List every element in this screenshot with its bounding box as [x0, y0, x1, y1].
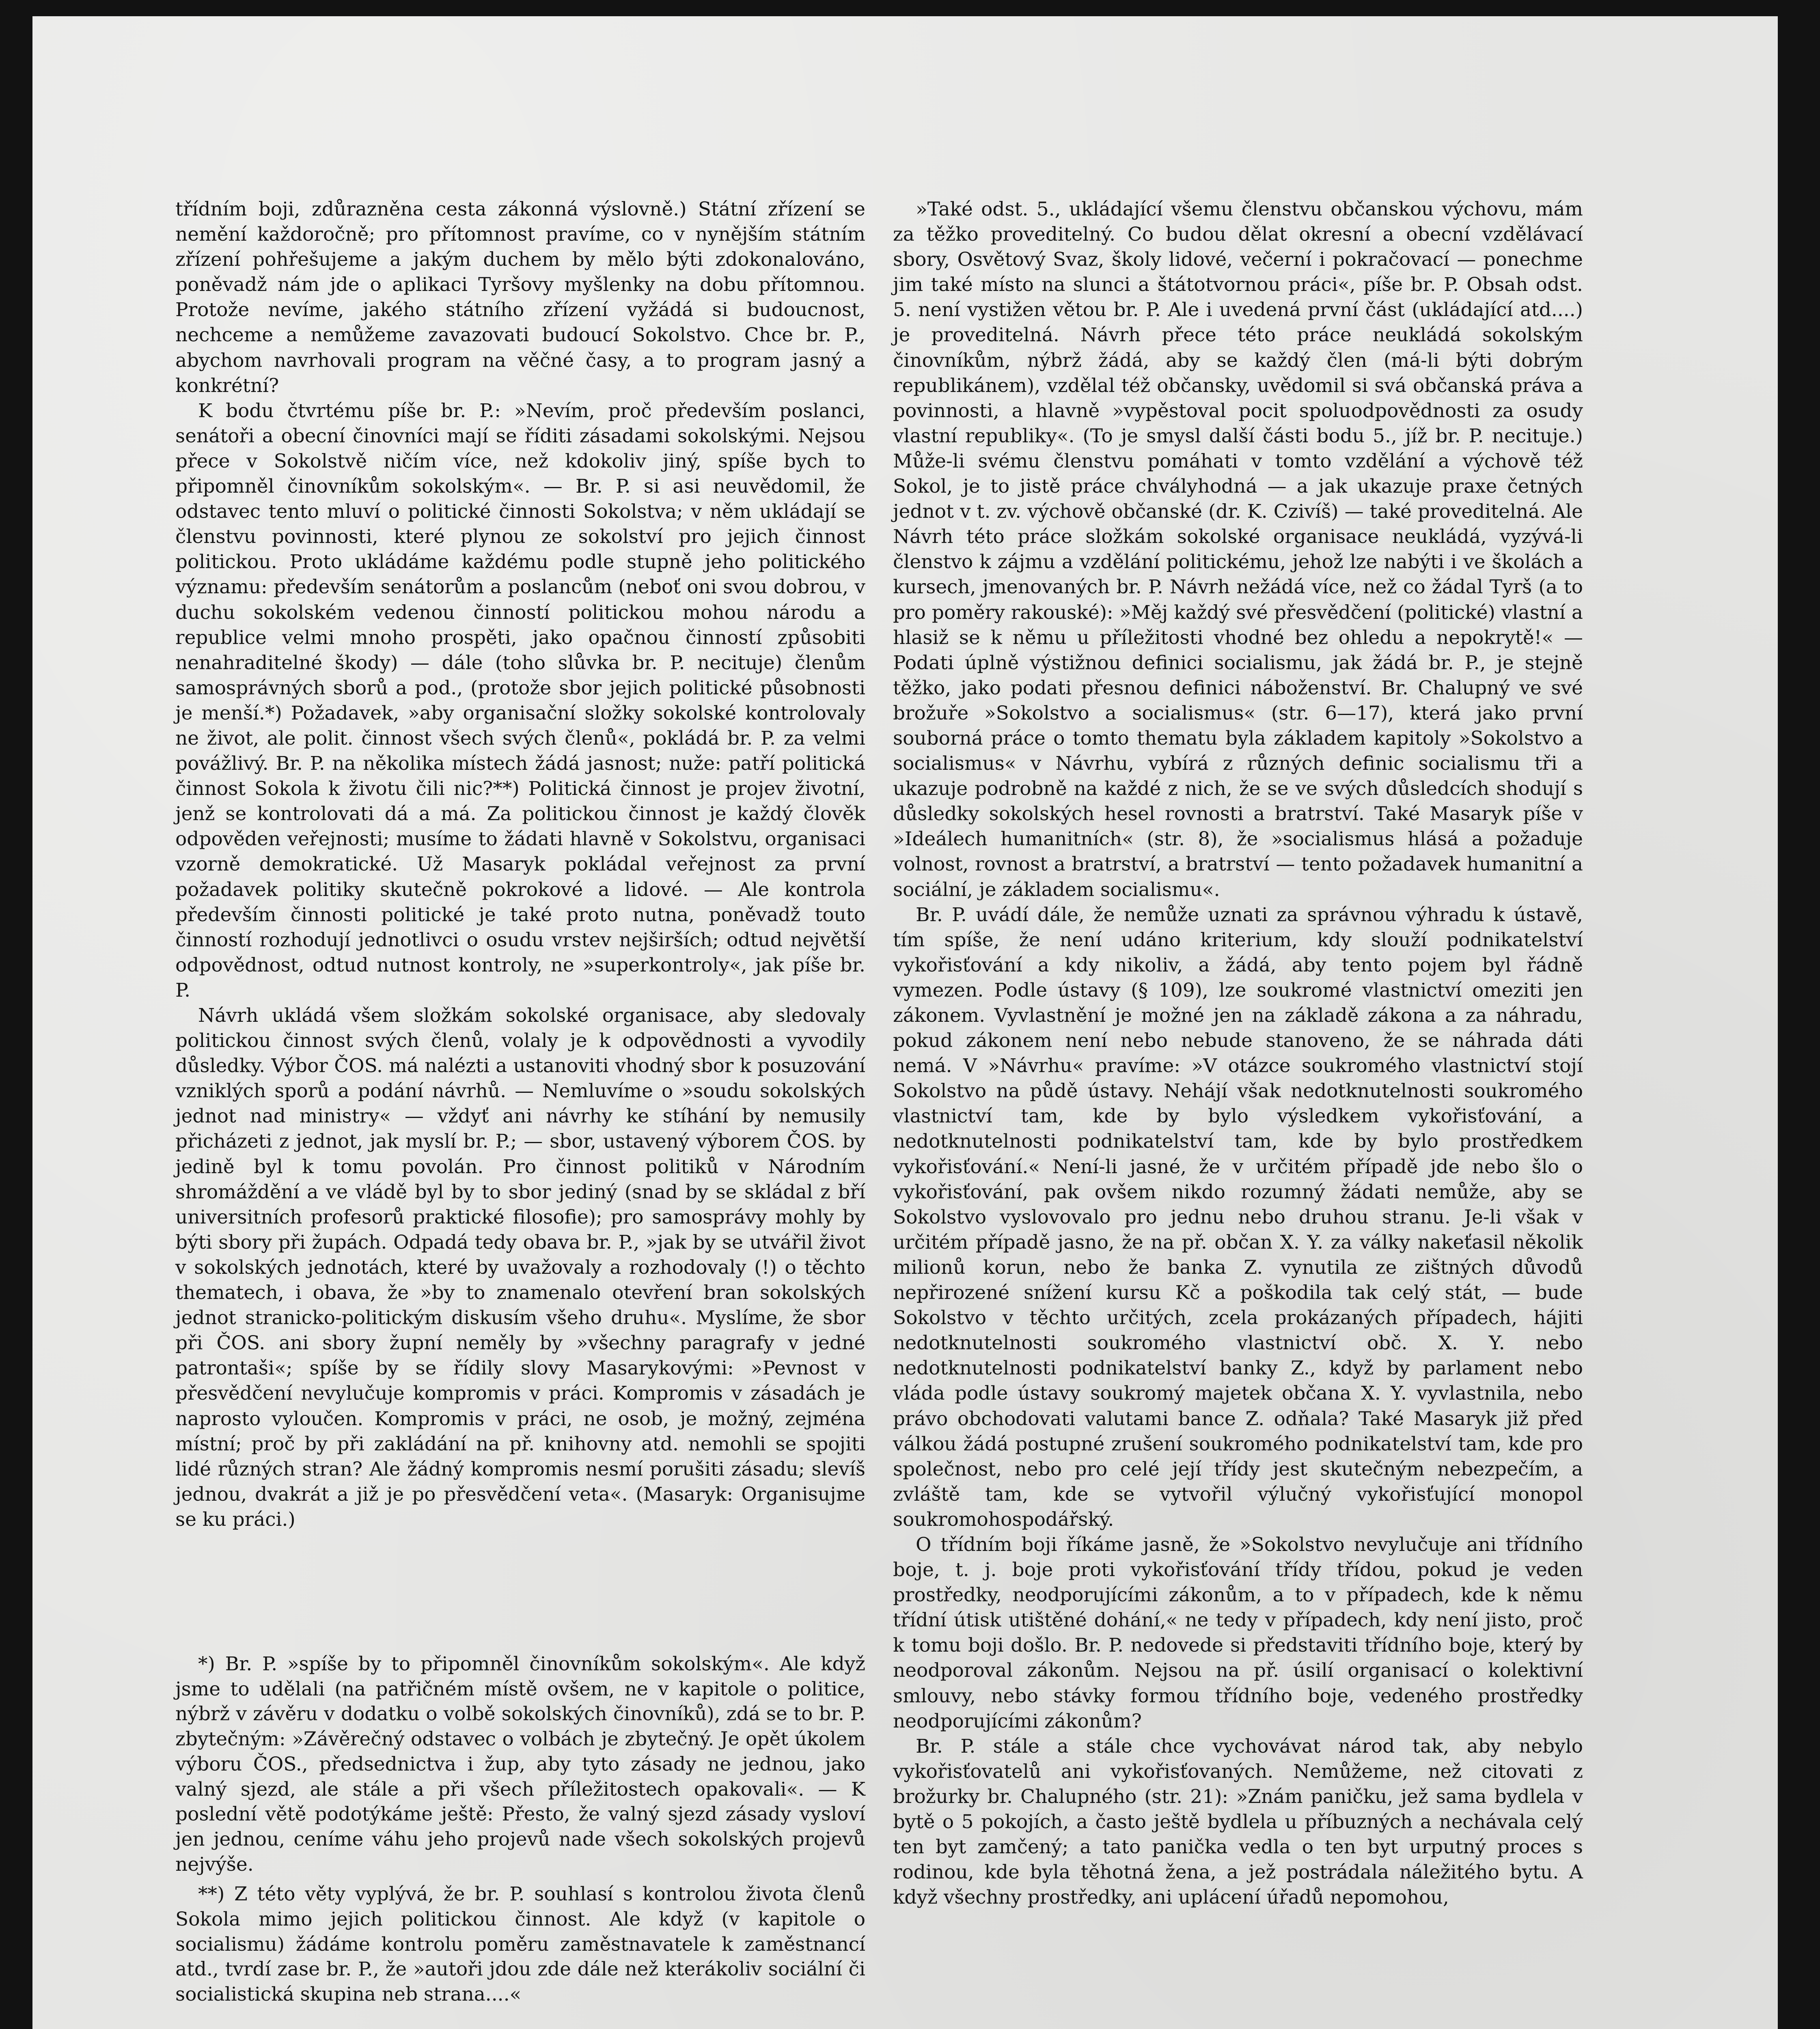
paragraph: třídním boji, zdůrazněna cesta zákonná výslovně.) Státní zřízení se nemění každoročně; pro přítomnost pravíme, co v nynějším státním zřízení pohřešujeme a jakým duchem by mělo býti zdokonalováno, poněvadž nám jde o aplikaci Tyršovy myšlenky na dobu přítomnou. Protože nevíme, jakého státního zřízení vyžádá si budoucnost, nechceme a nemůžeme zavazovati budoucí Sokolstvo. Chce br. P., abychom navrhovali program na věčné časy, a to program jasný a konkrétní? [175, 198, 865, 397]
paragraph: Br. P. uvádí dále, že nemůže uznati za správnou výhradu k ústavě, tím spíše, že není udáno kriterium, kdy slouží podnikatelství vykořisťování a kdy nikoliv, a žádá, aby tento pojem byl řádně vymezen. Podle ústavy (§ 109), lze soukromé vlastnictví omeziti jen zákonem. Vyvlastnění je možné jen na základě zákona a za náhradu, pokud zákonem není nebo nebude stanoveno, že se náhrada dáti nemá. V »Návrhu« pravíme: »V otázce soukromého vlastnictví stojí Sokolstvo na půdě ústavy. Nehájí však nedotknutelnosti soukromého vlastnictví tam, kde by bylo výsledkem vykořisťování, a nedotknutelnosti podnikatelství tam, kde by bylo prostředkem vykořisťování.« Není-li jasné, že v určitém případě jde nebo šlo o vykořisťování, pak ovšem nikdo rozumný žádati nemůže, aby se Sokolstvo vyslovovalo pro jednu nebo druhou stranu. Je-li však v určitém případě jasno, že na př. občan X. Y. za války nakeťasil několik milionů korun, nebo že banka Z. vynutila ze zištných důvodů nepřirozené snížení kursu Kč a poškodila tak celý stát, — bude Sokolstvo v těchto určitých, zcela prokázaných případech, hájiti nedotknutelnosti soukromého vlastnictví obč. X. Y. nebo nedotknutelnosti podnikatelství banky Z., když by parlament nebo vláda podle ústavy soukromý majetek občana X. Y. vyvlastnila, nebo právo obchodovati valutami bance Z. odňala? Také Masaryk již před válkou žádá postupné zrušení soukromého podnikatelství tam, kde pro společnost, nebo pro celé její třídy jest skutečným nebezpečím, a zvláště tam, kde se vytvořil výlučný vykořisťující monopol soukromohospodářský. [893, 903, 1583, 1531]
footnote: *) Br. P. »spíše by to připomněl činovníkům sokolským«. Ale když jsme to udělali (na patřičném místě ovšem, ne v kapitole o politice, nýbrž v závěru v dodatku o volbě sokolských činovníků), zdá se to br. P. zbytečným: »Závěrečný odstavec o volbách je zbytečný. Je opět úkolem výboru ČOS., předsednictva i žup, aby tyto zásady ne jednou, jako valný sjezd, ale stále a při všech příležitostech opakovali«. — K poslední větě podotýkáme ještě: Přesto, že valný sjezd zásady vysloví jen jednou, ceníme váhu jeho projevů nade všech sokolských projevů nejvýše. [175, 1653, 865, 1876]
paragraph: Br. P. stále a stále chce vychovávat národ tak, aby nebylo vykořisťovatelů ani vykořisťovaných. Nemůžeme, než citovati z brožurky br. Chalupného (str. 21): »Znám paničku, jež sama bydlela v bytě o 5 pokojích, a často ještě bydlela u příbuzných a nechávala celý ten byt zamčený; a tato panička vedla o ten byt urputný proces s rodinou, kde byla těhotná žena, a jež postrádala náležitého bytu. A když všechny prostředky, ani uplácení úřadů nepomohou, [893, 1735, 1583, 1909]
paper-sheet [32, 16, 1778, 2029]
paragraph: »Také odst. 5., ukládající všemu členstvu občanskou výchovu, mám za těžko proveditelný. Co budou dělat okresní a obecní vzdělávací sbory, Osvětový Svaz, školy lidové, večerní i pokračovací — ponechme jim také místo na slunci a štátotvornou práci«, píše br. P. Obsah odst. 5. není vystižen větou br. P. Ale i uvedená první část (ukládající atd....) je proveditelná. Návrh přece této práce neukládá sokolským činovníkům, nýbrž žádá, aby se každý člen (má-li býti dobrým republikánem), vzdělal též občansky, uvědomil si svá občanská práva a povinnosti, a hlavně »vypěstoval pocit spoluodpovědnosti za osudy vlastní republiky«. (To je smysl další části bodu 5., jíž br. P. necituje.) Může-li svému členstvu pomáhati v tomto vzdělání a výchově též Sokol, je to jistě práce chvályhodná — a jak ukazuje praxe četných jednot v t. zv. výchově občanské (dr. K. Czivíš) — také proveditelná. Ale Návrh této práce složkám sokolské organisace neukládá, vyzývá-li členstvo k zájmu a vzdělání politickému, jehož lze nabýti i ve školách a kursech, jmenovaných br. P. Návrh nežádá více, než co žádal Tyrš (a to pro poměry rakouské): »Měj každý své přesvědčení (politické) vlastní a hlasiž se k němu u příležitosti vhodné bez ohledu a nepokrytě!« — Podati úplně výstižnou definici socialismu, jak žádá br. P., je stejně těžko, jako podati přesnou definici náboženství. Br. Chalupný ve své brožuře »Sokolstvo a socialismus« (str. 6—17), která jako první souborná práce o tomto thematu byla základem kapitoly »Sokolstvo a socialismus« v Návrhu, vybírá z různých definic socialismu tři a ukazuje podrobně na každé z nich, že se ve svých důsledcích shodují s důsledky sokolských hesel rovnosti a bratrství. Také Masaryk píše v »Ideálech humanitních« (str. 8), že »socialismus hlásá a požaduje volnost, rovnost a bratrství, a bratrství — tento požadavek humanitní a sociální, je základem socialismu«. [893, 198, 1583, 901]
right-text-column [893, 197, 1583, 1910]
paragraph: O třídním boji říkáme jasně, že »Sokolstvo nevylučuje ani třídního boje, t. j. boje proti vykořisťování třídy třídou, pokud je veden prostředky, neodporujícími zákonům, a to v případech, kde k němu třídní útisk utištěné dohání,« ne tedy v případech, kdy není jisto, proč k tomu boji došlo. Br. P. nedovede si představiti třídního boje, který by neodporoval zákonům. Nejsou na př. úsilí organisací o kolektivní smlouvy, nebo stávky formou třídního boje, vedeného prostředky neodporujícími zákonům? [893, 1533, 1583, 1732]
footnotes [175, 1652, 865, 2012]
paragraph: Návrh ukládá všem složkám sokolské organisace, aby sledovaly politickou činnost svých členů, volaly je k odpovědnosti a vyvodily důsledky. Výbor ČOS. má nalézti a ustanoviti vhodný sbor k posuzování vzniklých sporů a podání návrhů. — Nemluvíme o »soudu sokolských jednot nad ministry« — vždyť ani návrhy ke stíhání by nemusily přicházeti z jednot, jak myslí br. P.; — sbor, ustavený výborem ČOS. by jedině byl k tomu povolán. Pro činnost politiků v Národním shromáždění a ve vládě byl by to sbor jediný (snad by se skládal z bří universitních profesorů praktické filosofie); pro samosprávy mohly by býti sbory při župách. Odpadá tedy obava br. P., »jak by se utvářil život v sokolských jednotách, které by uvažovaly a rozhodovaly (!) o těchto thematech, i obava, že »by to znamenalo otevření bran sokolských jednot stranicko-politickým diskusím všeho druhu«. Myslíme, že sbor při ČOS. ani sbory župní neměly by »všechny paragrafy v jedné patrontaši«; spíše by se řídily slovy Masarykovými: »Pevnost v přesvědčení nevylučuje kompromis v práci. Kompromis v zásadách je naprosto vyloučen. Kompromis v práci, ne osob, je možný, zejména místní; proč by při zakládání na př. knihovny atd. nemohli se spojiti lidé různých stran? Ale žádný kompromis nesmí porušiti zásadu; slevíš jednou, dvakrát a již je po přesvědčení veta«. (Masaryk: Organisujme se ku práci.) [175, 1004, 865, 1531]
footnote: **) Z této věty vyplývá, že br. P. souhlasí s kontrolou života členů Sokola mimo jejich politickou činnost. Ale když (v kapitole o socialismu) žádáme kontrolu poměru zaměstnavatele k zaměstnancí atd., tvrdí zase br. P., že »autoři jdou zde dále než kterákoliv sociální či socialistická skupina neb strana....« [175, 1883, 865, 2006]
paragraph: K bodu čtvrtému píše br. P.: »Nevím, proč především poslanci, senátoři a obecní činovníci mají se říditi zásadami sokolskými. Nejsou přece v Sokolstvě ničím více, než kdokoliv jiný, spíše bych to připomněl činovníkům sokolským«. — Br. P. si asi neuvědomil, že odstavec tento mluví o politické činnosti Sokolstva; v něm ukládají se členstvu povinnosti, které plynou ze sokolství pro jejich činnost politickou. Proto ukládáme každému podle stupně jeho politického významu: především senátorům a poslancům (neboť oni svou dobrou, v duchu sokolském vedenou činností politickou mohou národu a republice velmi mnoho prospěti, jako opačnou činností způsobiti nenahraditelné škody) — dále (toho slůvka br. P. necituje) členům samosprávných sborů a pod., (protože sbor jejich politické působnosti je menší.*) Požadavek, »aby organisační složky sokolské kontrolovaly ne život, ale polit. činnost všech svých členů«, pokládá br. P. za velmi povážlivý. Br. P. na několika místech žádá jasnost; nuže: patří politická činnost Sokola k životu čili nic?**) Politická činnost je projev životní, jenž se kontrolovati dá a má. Za politickou činnost je každý člověk odpověden veřejnosti; musíme to žádati hlavně v Sokolstvu, organisaci vzorně demokratické. Už Masaryk pokládal veřejnost za první požadavek politiky skutečně pokrokové a lidové. — Ale kontrola především činnosti politické je také proto nutna, poněvadž touto činností rozhodují jednotlivci o osudu vrstev nejširších; odtud největší odpovědnost, odtud nutnost kontroly, ne »superkontroly«, jak píše br. P. [175, 399, 865, 1002]
left-text-column [175, 197, 865, 1532]
